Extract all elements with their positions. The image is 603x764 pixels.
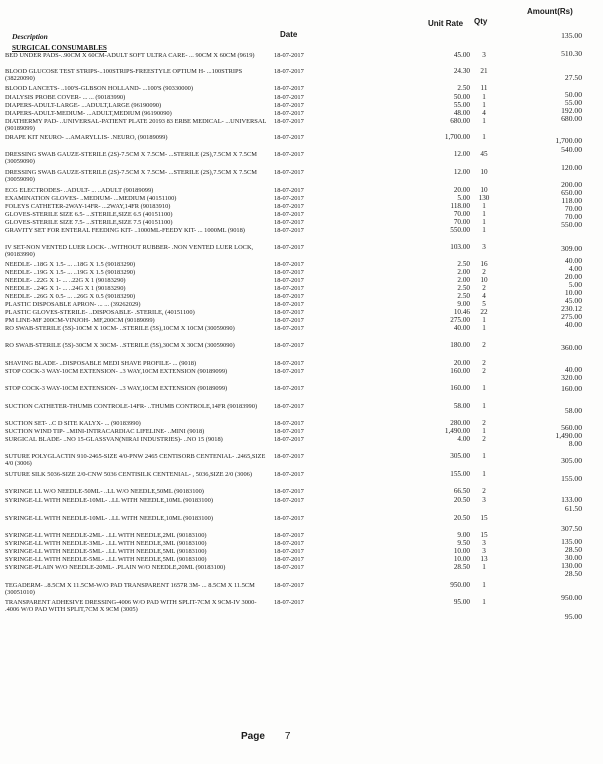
item-unit-rate: 9.50 <box>457 539 470 547</box>
item-amount: 1,490.00 <box>555 431 582 440</box>
item-date: 18-07-2017 <box>274 420 304 427</box>
item-unit-rate: 2.50 <box>457 284 470 292</box>
header-qty: Qty <box>474 17 488 26</box>
item-unit-rate: 70.00 <box>453 210 470 218</box>
item-qty: 1 <box>482 316 486 324</box>
item-date: 18-07-2017 <box>274 261 304 268</box>
item-unit-rate: 9.00 <box>457 300 470 308</box>
item-amount: 55.00 <box>564 98 582 107</box>
item-unit-rate: 10.46 <box>453 308 470 316</box>
item-qty: 3 <box>482 547 486 555</box>
item-date: 18-07-2017 <box>274 325 304 332</box>
item-description: NEEDLE- ..22G X 1- ... ..22G X 1 (90183290) <box>5 277 126 284</box>
item-date: 18-07-2017 <box>274 301 304 308</box>
item-description: NEEDLE- ..24G X 1- ... ..24G X 1 (90183290) <box>5 285 126 292</box>
item-qty: 10 <box>480 168 488 176</box>
item-amount: 118.00 <box>561 196 582 205</box>
header-date: Date <box>280 30 298 39</box>
item-unit-rate: 10.00 <box>453 555 470 563</box>
item-unit-rate: 70.00 <box>453 218 470 226</box>
item-unit-rate: 2.00 <box>457 276 470 284</box>
item-date: 18-07-2017 <box>274 203 304 210</box>
item-unit-rate: 20.50 <box>453 514 470 522</box>
item-amount: 27.50 <box>564 73 582 82</box>
item-qty: 3 <box>482 51 486 59</box>
item-unit-rate: 160.00 <box>450 384 470 392</box>
item-amount: 8.00 <box>568 439 582 448</box>
item-description: NEEDLE- ..26G X 0.5- ... ..26G X 0.5 (90183290) <box>5 293 136 300</box>
item-amount: 133.00 <box>561 495 582 504</box>
item-unit-rate: 58.00 <box>453 402 470 410</box>
item-unit-rate: 28.50 <box>453 563 470 571</box>
item-unit-rate: 5.00 <box>457 194 470 202</box>
item-unit-rate: 12.00 <box>453 168 470 176</box>
item-amount: 540.00 <box>561 145 582 154</box>
item-qty: 2 <box>482 487 486 495</box>
item-unit-rate: 180.00 <box>450 341 470 349</box>
item-description: SYRINGE-LL WITH NEEDLE-3ML- ..LL WITH NEEDLE,3ML (90183100) <box>5 540 207 547</box>
item-amount: 510.30 <box>561 49 582 58</box>
item-description: SURGICAL BLADE- ..NO 15-GLASSVAN(NIRAI INDUSTRIES)- ..NO 15 (9018) <box>5 436 223 443</box>
item-unit-rate: 275.00 <box>450 316 470 324</box>
item-description: SUTURE POLYGLACTIN 910-2465-SIZE 4/0-PNW 2465 CENTISORB CENTENIAL- .2465,SIZE 4/0 (3006) <box>5 453 266 467</box>
item-description: GLOVES-STERILE SIZE 6.5- ...STERILE,SIZE 6.5 (40151100) <box>5 211 173 218</box>
item-qty: 1 <box>482 101 486 109</box>
item-amount: 307.50 <box>561 524 582 533</box>
item-date: 18-07-2017 <box>274 488 304 495</box>
item-unit-rate: 20.00 <box>453 186 470 194</box>
item-amount: 58.00 <box>564 406 582 415</box>
item-qty: 1 <box>482 470 486 478</box>
item-qty: 1 <box>482 226 486 234</box>
item-unit-rate: 160.00 <box>450 367 470 375</box>
item-unit-rate: 4.00 <box>457 435 470 443</box>
item-description: SHAVING BLADE- ..DISPOSABLE MEDI SHAVE PROFILE- ... (9018) <box>5 360 197 367</box>
item-amount: 275.00 <box>561 312 582 321</box>
item-amount: 1,700.00 <box>555 136 582 145</box>
item-description: STOP COCK-3 WAY-10CM EXTENSION- ..3 WAY,10CM EXTENSION (90189099) <box>5 385 228 392</box>
item-description: SUCTION WIND TIP- ..MINI-INTRACARDIAC LIFELINE- ..MINI (9018) <box>5 428 205 435</box>
item-description: DIATHERMY PAD- ..UNIVERSAL-PATIENT PLATE 20193 83 ERBE MEDICAL- ...UNIVERSAL (90189099) <box>5 118 267 132</box>
item-qty: 3 <box>482 496 486 504</box>
item-amount: 650.00 <box>561 188 582 197</box>
item-amount: 61.50 <box>564 504 582 513</box>
item-date: 18-07-2017 <box>274 532 304 539</box>
item-date: 18-07-2017 <box>274 471 304 478</box>
item-description: GRAVITY SET FOR ENTERAL FEEDING KIT- ..1000ML-FEEDY KIT- ... 1000ML (9018) <box>5 227 245 234</box>
item-date: 18-07-2017 <box>274 269 304 276</box>
item-description: SYRINGE-PLAIN W/O NEEDLE-20ML- .PLAIN W/O NEEDLE,20ML (90183100) <box>5 564 226 571</box>
item-amount: 309.00 <box>561 244 582 253</box>
item-date: 18-07-2017 <box>274 540 304 547</box>
item-unit-rate: 2.00 <box>457 268 470 276</box>
header-description: Description <box>12 32 48 41</box>
item-qty: 16 <box>480 260 488 268</box>
item-unit-rate: 45.00 <box>453 51 470 59</box>
item-date: 18-07-2017 <box>274 277 304 284</box>
item-qty: 1 <box>482 384 486 392</box>
item-description: PM LINE-MF 200CM-VINJOH- .MF,200CM (90189099) <box>5 317 155 324</box>
item-amount: 550.00 <box>561 220 582 229</box>
item-unit-rate: 1,700.00 <box>444 133 470 141</box>
item-date: 18-07-2017 <box>274 453 304 460</box>
item-amount: 200.00 <box>561 180 582 189</box>
item-date: 18-07-2017 <box>274 564 304 571</box>
item-date: 18-07-2017 <box>274 118 304 125</box>
item-date: 18-07-2017 <box>274 211 304 218</box>
item-unit-rate: 20.50 <box>453 496 470 504</box>
item-amount: 320.00 <box>561 373 582 382</box>
item-qty: 1 <box>482 218 486 226</box>
item-qty: 1 <box>482 210 486 218</box>
item-qty: 21 <box>480 67 488 75</box>
item-date: 18-07-2017 <box>274 94 304 101</box>
item-qty: 4 <box>482 109 486 117</box>
item-qty: 5 <box>482 300 486 308</box>
item-description: GLOVES-STERILE SIZE 7.5- ...STERILE,SIZE 7.5 (40151100) <box>5 219 173 226</box>
item-unit-rate: 550.00 <box>450 226 470 234</box>
item-unit-rate: 680.00 <box>450 117 470 125</box>
item-description: DRESSING SWAB GAUZE-STERILE (2S)-7.5CM X 7.5CM- ...STERILE (2S),7.5CM X 7.5CM (30059090) <box>5 151 257 165</box>
item-description: NEEDLE- ..18G X 1.5- ... ..18G X 1.5 (90183290) <box>5 261 136 268</box>
item-date: 18-07-2017 <box>274 169 304 176</box>
page-footer <box>241 731 290 742</box>
item-date: 18-07-2017 <box>274 219 304 226</box>
item-amount: 135.00 <box>561 537 582 546</box>
item-description: SUCTION SET- ..C D SITE KALYX- ... (90183990) <box>5 420 141 427</box>
item-description: ECG ELECTRODES- ..ADULT- ... ..ADULT (90189099) <box>5 187 154 194</box>
item-description: RO SWAB-STERILE (5S)-10CM X 10CM- ..STERILE (5S),10CM X 10CM (30059090) <box>5 325 235 332</box>
item-qty: 2 <box>482 435 486 443</box>
item-qty: 1 <box>482 93 486 101</box>
page-label: Page <box>241 731 265 742</box>
item-amount: 70.00 <box>564 204 582 213</box>
item-amount: 10.00 <box>564 288 582 297</box>
item-qty: 2 <box>482 367 486 375</box>
item-unit-rate: 9.00 <box>457 531 470 539</box>
item-amount: 5.00 <box>568 280 582 289</box>
item-unit-rate: 305.00 <box>450 452 470 460</box>
item-amount: 28.50 <box>564 545 582 554</box>
item-amount: 160.00 <box>561 384 582 393</box>
item-qty: 13 <box>480 555 488 563</box>
item-unit-rate: 95.00 <box>453 598 470 606</box>
item-date: 18-07-2017 <box>274 227 304 234</box>
page-number: 7 <box>284 731 291 742</box>
item-date: 18-07-2017 <box>274 151 304 158</box>
item-date: 18-07-2017 <box>274 556 304 563</box>
item-description: DIAPERS-ADULT-LARGE- ...ADULT,LARGE (96190090) <box>5 102 162 109</box>
item-description: IV SET-NON VENTED LUER LOCK- ..WITHOUT RUBBER- .NON VENTED LUER LOCK, (90183990) <box>5 244 254 258</box>
item-unit-rate: 10.00 <box>453 547 470 555</box>
item-amount: 28.50 <box>564 569 582 578</box>
item-unit-rate: 40.00 <box>453 324 470 332</box>
item-qty: 1 <box>482 598 486 606</box>
item-description: BLOOD GLUCOSE TEST STRIPS-..100STRIPS-FREESTYLE OPTIUM H- ...100STRIPS (38220090) <box>5 68 243 82</box>
item-date: 18-07-2017 <box>274 428 304 435</box>
item-unit-rate: 103.00 <box>450 243 470 251</box>
header-amount: Amount(Rs) <box>527 7 573 16</box>
item-amount: 20.00 <box>564 272 582 281</box>
item-date: 18-07-2017 <box>274 497 304 504</box>
item-date: 18-07-2017 <box>274 52 304 59</box>
item-date: 18-07-2017 <box>274 317 304 324</box>
item-description: PLASTIC GLOVES-STERILE- ..DISPOSABLE- .STERILE, (40151100) <box>5 309 195 316</box>
item-description: EXAMINATION GLOVES- ..MEDIUM- ...MEDIUM (40151100) <box>5 195 177 202</box>
item-description: BED UNDER PADS-..90CM X 60CM-ADULT SOFT ULTRA CARE- ... 90CM X 60CM (9619) <box>5 52 255 59</box>
item-amount: 30.00 <box>564 553 582 562</box>
item-amount: 680.00 <box>561 114 582 123</box>
item-description: DIAPERS-ADULT-MEDIUM- ...ADULT,MEDIUM (96190090) <box>5 110 172 117</box>
item-unit-rate: 280.00 <box>450 419 470 427</box>
item-description: SUCTION CATHETER-THUMB CONTROLE-14FR- ..THUMB CONTROLE,14FR (90183990) <box>5 403 258 410</box>
item-amount: 40.00 <box>564 320 582 329</box>
item-amount: 40.00 <box>564 365 582 374</box>
item-description: SYRINGE LL W/O NEEDLE-50ML- ..LL W/O NEEDLE,50ML (90183100) <box>5 488 204 495</box>
item-qty: 1 <box>482 402 486 410</box>
item-unit-rate: 155.00 <box>450 470 470 478</box>
item-qty: 130 <box>478 194 490 202</box>
item-unit-rate: 2.50 <box>457 84 470 92</box>
item-qty: 1 <box>482 427 486 435</box>
item-qty: 2 <box>482 284 486 292</box>
item-date: 18-07-2017 <box>274 244 304 251</box>
item-qty: 1 <box>482 563 486 571</box>
item-qty: 3 <box>482 539 486 547</box>
item-amount: 70.00 <box>564 212 582 221</box>
item-description: SYRINGE-LL WITH NEEDLE-5ML- ..LL WITH NEEDLE,5ML (90183100) <box>5 548 207 555</box>
item-date: 18-07-2017 <box>274 285 304 292</box>
item-description: SYRINGE-LL WITH NEEDLE-10ML- ..LL WITH NEEDLE,10ML (90183100) <box>5 515 213 522</box>
item-amount: 40.00 <box>564 256 582 265</box>
item-unit-rate: 12.00 <box>453 150 470 158</box>
item-description: DIALYSIS PROBE COVER- ... ... (90183990) <box>5 94 126 101</box>
item-description: TEGADERM- ..8.5CM X 11.5CM-W/O PAD TRANSPARENT 1657R 3M- ... 8.5CM X 11.5CM (30051010) <box>5 582 255 596</box>
item-qty: 2 <box>482 359 486 367</box>
item-date: 18-07-2017 <box>274 110 304 117</box>
item-date: 18-07-2017 <box>274 102 304 109</box>
item-description: FOLEYS CATHETER-2WAY-14FR- ...2WAY,14FR (90183910) <box>5 203 171 210</box>
item-qty: 1 <box>482 324 486 332</box>
item-qty: 10 <box>480 186 488 194</box>
item-amount: 360.00 <box>561 343 582 352</box>
item-qty: 2 <box>482 341 486 349</box>
item-date: 18-07-2017 <box>274 85 304 92</box>
header-unit-rate: Unit Rate <box>428 19 464 28</box>
item-amount: 4.00 <box>568 264 582 273</box>
item-qty: 1 <box>482 133 486 141</box>
item-date: 18-07-2017 <box>274 385 304 392</box>
item-qty: 11 <box>480 84 488 92</box>
item-date: 18-07-2017 <box>274 599 304 606</box>
item-description: STOP COCK-3 WAY-10CM EXTENSION- ..3 WAY,10CM EXTENSION (90189099) <box>5 368 228 375</box>
item-amount: 230.12 <box>561 304 582 313</box>
item-description: DRAPE KIT NEURO- ...AMARYLLIS- .NEURO, (90189099) <box>5 134 168 141</box>
item-unit-rate: 20.00 <box>453 359 470 367</box>
item-amount: 135.00 <box>561 31 582 40</box>
item-qty: 22 <box>480 308 488 316</box>
item-qty: 10 <box>480 276 488 284</box>
item-unit-rate: 24.30 <box>453 67 470 75</box>
item-date: 18-07-2017 <box>274 403 304 410</box>
item-description: SYRINGE-LL WITH NEEDLE-2ML- ..LL WITH NEEDLE,2ML (90183100) <box>5 532 207 539</box>
item-description: NEEDLE- ..19G X 1.5- ... ..19G X 1.5 (90183290) <box>5 269 136 276</box>
item-qty: 45 <box>480 150 488 158</box>
item-unit-rate: 48.00 <box>453 109 470 117</box>
item-unit-rate: 950.00 <box>450 581 470 589</box>
item-qty: 3 <box>482 243 486 251</box>
item-unit-rate: 1,490.00 <box>444 427 470 435</box>
item-amount: 305.00 <box>561 456 582 465</box>
item-unit-rate: 55.00 <box>453 101 470 109</box>
item-amount: 155.00 <box>561 474 582 483</box>
item-date: 18-07-2017 <box>274 515 304 522</box>
item-date: 18-07-2017 <box>274 368 304 375</box>
item-date: 18-07-2017 <box>274 436 304 443</box>
item-amount: 130.00 <box>561 561 582 570</box>
item-amount: 950.00 <box>561 593 582 602</box>
item-description: SUTURE SILK 5036-SIZE 2/0-CNW 5036 CENTISILK CENTENIAL- , 5036,SIZE 2/0 (3006) <box>5 471 252 478</box>
item-unit-rate: 118.00 <box>450 202 470 210</box>
item-unit-rate: 66.50 <box>453 487 470 495</box>
item-description: RO SWAB-STERILE (5S)-30CM X 30CM- ..STERILE (5S),30CM X 30CM (30059090) <box>5 342 235 349</box>
item-unit-rate: 2.50 <box>457 260 470 268</box>
item-description: DRESSING SWAB GAUZE-STERILE (2S)-7.5CM X 7.5CM- ...STERILE (2S),7.5CM X 7.5CM (30059090) <box>5 169 257 183</box>
item-amount: 192.00 <box>561 106 582 115</box>
item-description: SYRINGE-LL WITH NEEDLE-5ML- ..LL WITH NEEDLE,5ML (90183100) <box>5 556 207 563</box>
item-description: BLOOD LANCETS- ..100'S-GLBSON HOLLAND- ...100'S (90330000) <box>5 85 193 92</box>
item-amount: 120.00 <box>561 163 582 172</box>
item-qty: 4 <box>482 292 486 300</box>
item-description: PLASTIC DISPOSABLE APRON- ... ... (39262029) <box>5 301 141 308</box>
item-qty: 1 <box>482 202 486 210</box>
item-date: 18-07-2017 <box>274 360 304 367</box>
item-date: 18-07-2017 <box>274 342 304 349</box>
item-amount: 45.00 <box>564 296 582 305</box>
item-description: SYRINGE-LL WITH NEEDLE-10ML- ..LL WITH NEEDLE,10ML (90183100) <box>5 497 213 504</box>
item-qty: 15 <box>480 514 488 522</box>
item-date: 18-07-2017 <box>274 582 304 589</box>
item-amount: 95.00 <box>564 612 582 621</box>
item-date: 18-07-2017 <box>274 195 304 202</box>
item-date: 18-07-2017 <box>274 309 304 316</box>
item-date: 18-07-2017 <box>274 134 304 141</box>
item-amount: 50.00 <box>564 90 582 99</box>
item-unit-rate: 50.00 <box>453 93 470 101</box>
item-date: 18-07-2017 <box>274 187 304 194</box>
item-qty: 15 <box>480 531 488 539</box>
section-title: SURGICAL CONSUMABLES <box>12 44 107 52</box>
item-date: 18-07-2017 <box>274 548 304 555</box>
item-qty: 1 <box>482 117 486 125</box>
item-amount: 560.00 <box>561 423 582 432</box>
item-qty: 2 <box>482 419 486 427</box>
item-date: 18-07-2017 <box>274 293 304 300</box>
item-date: 18-07-2017 <box>274 68 304 75</box>
item-unit-rate: 2.50 <box>457 292 470 300</box>
item-description: TRANSPARENT ADHESIVE DRESSING-4006 W/O PAD WITH SPLIT-7CM X 9CM-IV 3000- .4006 W/O PAD WITH SPLIT,7CM X 9CM (3005) <box>5 599 257 613</box>
item-qty: 1 <box>482 581 486 589</box>
item-qty: 1 <box>482 452 486 460</box>
item-qty: 2 <box>482 268 486 276</box>
